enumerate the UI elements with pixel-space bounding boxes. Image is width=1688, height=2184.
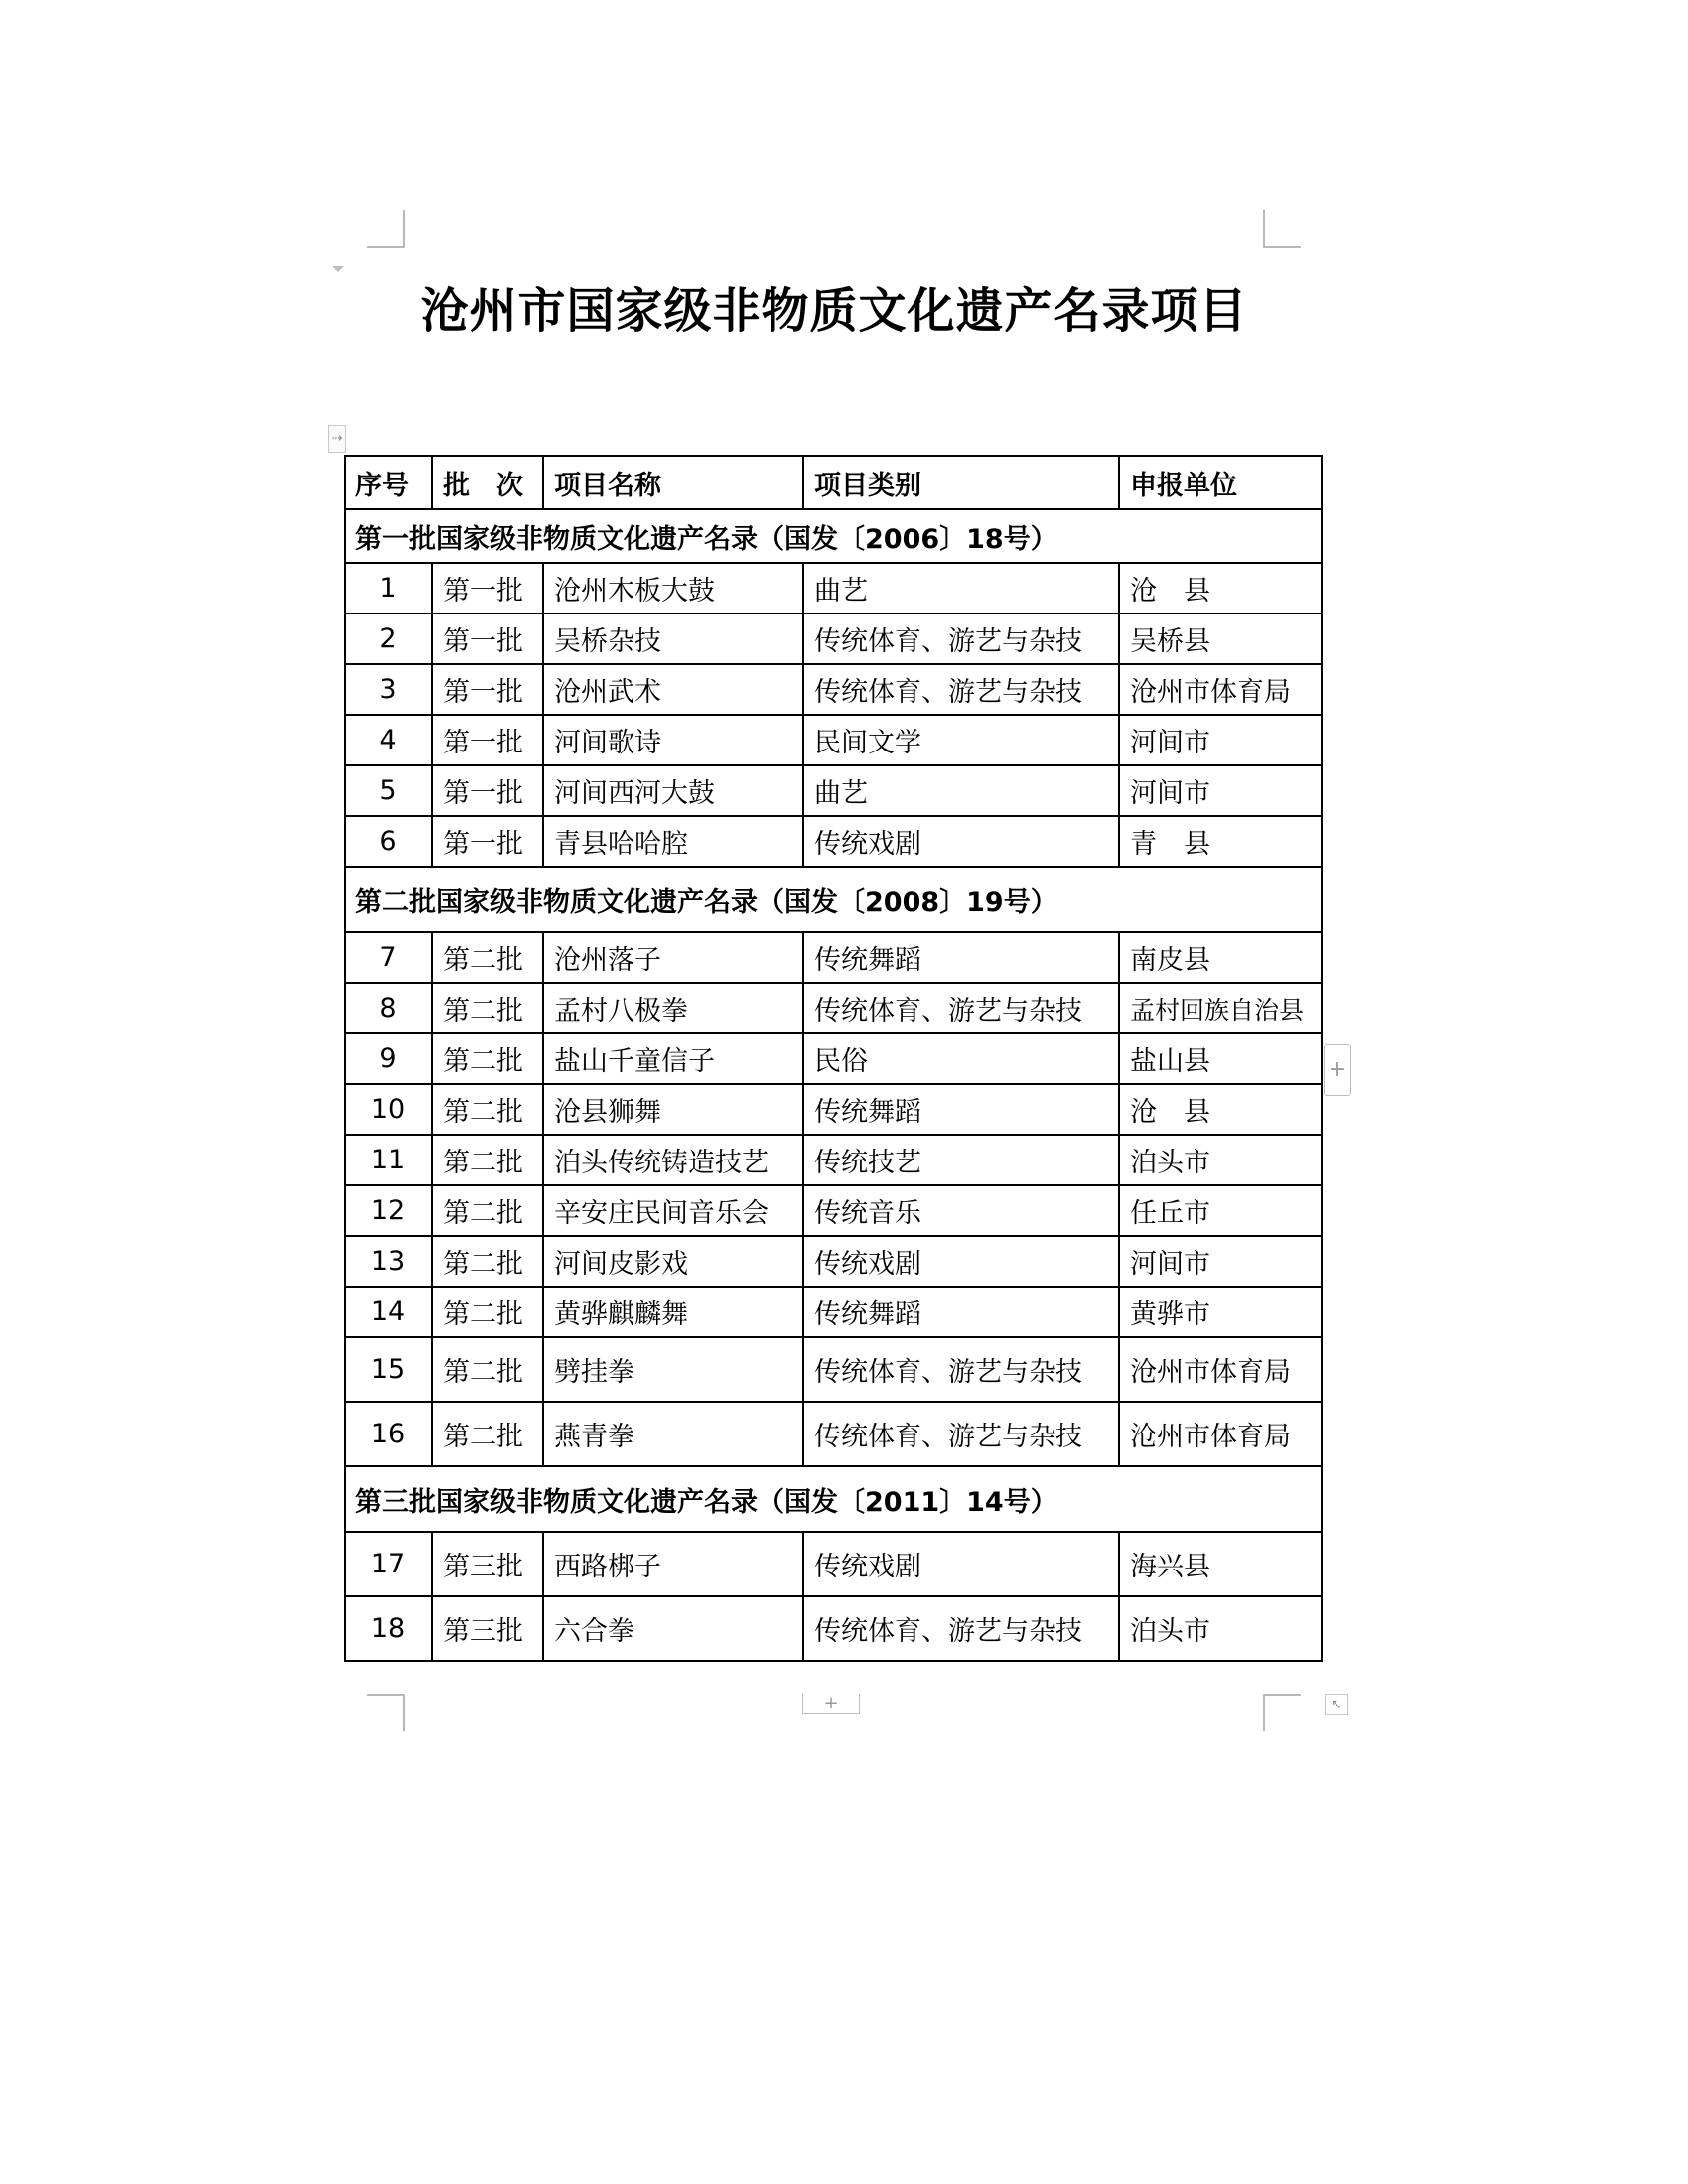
header-seq: 序号 xyxy=(345,456,432,509)
section-heading-row xyxy=(345,867,1322,932)
table-row xyxy=(345,932,1322,983)
cell-seq: 10 xyxy=(345,1084,432,1135)
cell-batch: 第二批 xyxy=(432,1033,543,1084)
cell-category: 曲艺 xyxy=(803,765,1119,816)
resize-arrow-icon[interactable]: ↖ xyxy=(1325,1694,1348,1715)
cell-batch: 第二批 xyxy=(432,1084,543,1135)
cell-unit: 沧 县 xyxy=(1119,1084,1322,1135)
cell-batch: 第三批 xyxy=(432,1596,543,1661)
table-row xyxy=(345,1185,1322,1236)
cell-name: 辛安庄民间音乐会 xyxy=(543,1185,803,1236)
cell-unit: 泊头市 xyxy=(1119,1135,1322,1185)
cell-unit: 沧 县 xyxy=(1119,563,1322,614)
cell-batch: 第二批 xyxy=(432,1135,543,1185)
cell-seq: 15 xyxy=(345,1337,432,1402)
cell-name: 吴桥杂技 xyxy=(543,614,803,664)
table-row xyxy=(345,1596,1322,1661)
cell-seq: 11 xyxy=(345,1135,432,1185)
table-row xyxy=(345,1287,1322,1337)
header-name: 项目名称 xyxy=(543,456,803,509)
cell-unit: 河间市 xyxy=(1119,765,1322,816)
cell-category: 民间文学 xyxy=(803,715,1119,765)
cell-name: 沧州木板大鼓 xyxy=(543,563,803,614)
cell-batch: 第一批 xyxy=(432,664,543,715)
cell-batch: 第一批 xyxy=(432,816,543,867)
section-heading: 第三批国家级非物质文化遗产名录（国发〔2011〕14号） xyxy=(345,1466,1322,1532)
cell-category: 传统戏剧 xyxy=(803,816,1119,867)
cell-unit: 沧州市体育局 xyxy=(1119,1337,1322,1402)
cell-seq: 8 xyxy=(345,983,432,1033)
table-row xyxy=(345,816,1322,867)
cell-batch: 第一批 xyxy=(432,765,543,816)
cell-category: 传统体育、游艺与杂技 xyxy=(803,614,1119,664)
cell-name: 河间歌诗 xyxy=(543,715,803,765)
cell-name: 燕青拳 xyxy=(543,1402,803,1466)
cell-category: 传统体育、游艺与杂技 xyxy=(803,664,1119,715)
cell-seq: 13 xyxy=(345,1236,432,1287)
cell-unit: 吴桥县 xyxy=(1119,614,1322,664)
cell-batch: 第二批 xyxy=(432,983,543,1033)
cell-category: 传统体育、游艺与杂技 xyxy=(803,1596,1119,1661)
cell-seq: 5 xyxy=(345,765,432,816)
cell-category: 传统技艺 xyxy=(803,1135,1119,1185)
heritage-table xyxy=(344,455,1323,1662)
cell-category: 传统舞蹈 xyxy=(803,932,1119,983)
cell-batch: 第二批 xyxy=(432,1337,543,1402)
cell-seq: 17 xyxy=(345,1532,432,1596)
table-row xyxy=(345,1135,1322,1185)
cell-category: 传统戏剧 xyxy=(803,1532,1119,1596)
table-row xyxy=(345,983,1322,1033)
cell-seq: 6 xyxy=(345,816,432,867)
cell-name: 泊头传统铸造技艺 xyxy=(543,1135,803,1185)
cell-seq: 7 xyxy=(345,932,432,983)
cell-name: 西路梆子 xyxy=(543,1532,803,1596)
cell-seq: 12 xyxy=(345,1185,432,1236)
cell-unit: 泊头市 xyxy=(1119,1596,1322,1661)
section-heading: 第一批国家级非物质文化遗产名录（国发〔2006〕18号） xyxy=(345,509,1322,563)
cell-category: 传统体育、游艺与杂技 xyxy=(803,1337,1119,1402)
cell-category: 传统体育、游艺与杂技 xyxy=(803,983,1119,1033)
cell-seq: 2 xyxy=(345,614,432,664)
cell-batch: 第一批 xyxy=(432,715,543,765)
page-corner-mark-bottom-right xyxy=(1263,1694,1301,1731)
table-row xyxy=(345,563,1322,614)
cell-seq: 18 xyxy=(345,1596,432,1661)
cell-unit: 沧州市体育局 xyxy=(1119,664,1322,715)
cell-unit: 海兴县 xyxy=(1119,1532,1322,1596)
cell-name: 河间皮影戏 xyxy=(543,1236,803,1287)
cell-unit: 沧州市体育局 xyxy=(1119,1402,1322,1466)
table-row xyxy=(345,1532,1322,1596)
cell-seq: 16 xyxy=(345,1402,432,1466)
cell-category: 传统体育、游艺与杂技 xyxy=(803,1402,1119,1466)
table-move-icon[interactable]: ⇢ xyxy=(328,425,346,453)
header-category: 项目类别 xyxy=(803,456,1119,509)
cell-batch: 第一批 xyxy=(432,563,543,614)
section-heading: 第二批国家级非物质文化遗产名录（国发〔2008〕19号） xyxy=(345,867,1322,932)
page-corner-mark-bottom-left xyxy=(367,1694,405,1731)
cell-name: 沧州武术 xyxy=(543,664,803,715)
table-row xyxy=(345,1402,1322,1466)
table-row xyxy=(345,1084,1322,1135)
cell-unit: 青 县 xyxy=(1119,816,1322,867)
cell-unit: 孟村回族自治县 xyxy=(1119,983,1322,1033)
header-batch: 批 次 xyxy=(432,456,543,509)
cell-category: 传统舞蹈 xyxy=(803,1084,1119,1135)
add-row-plus-icon[interactable]: + xyxy=(802,1694,860,1714)
table-row xyxy=(345,1236,1322,1287)
cell-name: 六合拳 xyxy=(543,1596,803,1661)
cell-category: 民俗 xyxy=(803,1033,1119,1084)
section-heading-row xyxy=(345,509,1322,563)
cell-name: 孟村八极拳 xyxy=(543,983,803,1033)
page-corner-mark-top-left xyxy=(367,210,405,248)
table-row xyxy=(345,1337,1322,1402)
table-row xyxy=(345,614,1322,664)
cell-batch: 第一批 xyxy=(432,614,543,664)
table-row xyxy=(345,715,1322,765)
table-row xyxy=(345,1033,1322,1084)
cell-category: 传统音乐 xyxy=(803,1185,1119,1236)
cell-category: 传统戏剧 xyxy=(803,1236,1119,1287)
cell-batch: 第二批 xyxy=(432,1236,543,1287)
cell-seq: 3 xyxy=(345,664,432,715)
cell-name: 沧州落子 xyxy=(543,932,803,983)
cell-name: 沧县狮舞 xyxy=(543,1084,803,1135)
cell-batch: 第三批 xyxy=(432,1532,543,1596)
cell-name: 黄骅麒麟舞 xyxy=(543,1287,803,1337)
page-title: 沧州市国家级非物质文化遗产名录项目 xyxy=(420,283,1248,340)
add-column-plus-icon[interactable]: + xyxy=(1324,1044,1351,1096)
cell-batch: 第二批 xyxy=(432,1402,543,1466)
cell-unit: 河间市 xyxy=(1119,1236,1322,1287)
cell-name: 河间西河大鼓 xyxy=(543,765,803,816)
cell-category: 曲艺 xyxy=(803,563,1119,614)
cell-seq: 4 xyxy=(345,715,432,765)
cell-name: 劈挂拳 xyxy=(543,1337,803,1402)
cell-unit: 黄骅市 xyxy=(1119,1287,1322,1337)
cell-unit: 河间市 xyxy=(1119,715,1322,765)
cell-name: 盐山千童信子 xyxy=(543,1033,803,1084)
cell-unit: 任丘市 xyxy=(1119,1185,1322,1236)
cell-unit: 盐山县 xyxy=(1119,1033,1322,1084)
page-corner-mark-top-right xyxy=(1263,210,1301,248)
cell-seq: 9 xyxy=(345,1033,432,1084)
collapse-triangle-icon[interactable] xyxy=(332,266,344,272)
cell-category: 传统舞蹈 xyxy=(803,1287,1119,1337)
cell-batch: 第二批 xyxy=(432,1287,543,1337)
table-header-row xyxy=(345,456,1322,509)
table-row xyxy=(345,765,1322,816)
table-row xyxy=(345,664,1322,715)
cell-seq: 14 xyxy=(345,1287,432,1337)
cell-unit: 南皮县 xyxy=(1119,932,1322,983)
cell-name: 青县哈哈腔 xyxy=(543,816,803,867)
cell-batch: 第二批 xyxy=(432,1185,543,1236)
cell-seq: 1 xyxy=(345,563,432,614)
cell-batch: 第二批 xyxy=(432,932,543,983)
header-unit: 申报单位 xyxy=(1119,456,1322,509)
section-heading-row xyxy=(345,1466,1322,1532)
